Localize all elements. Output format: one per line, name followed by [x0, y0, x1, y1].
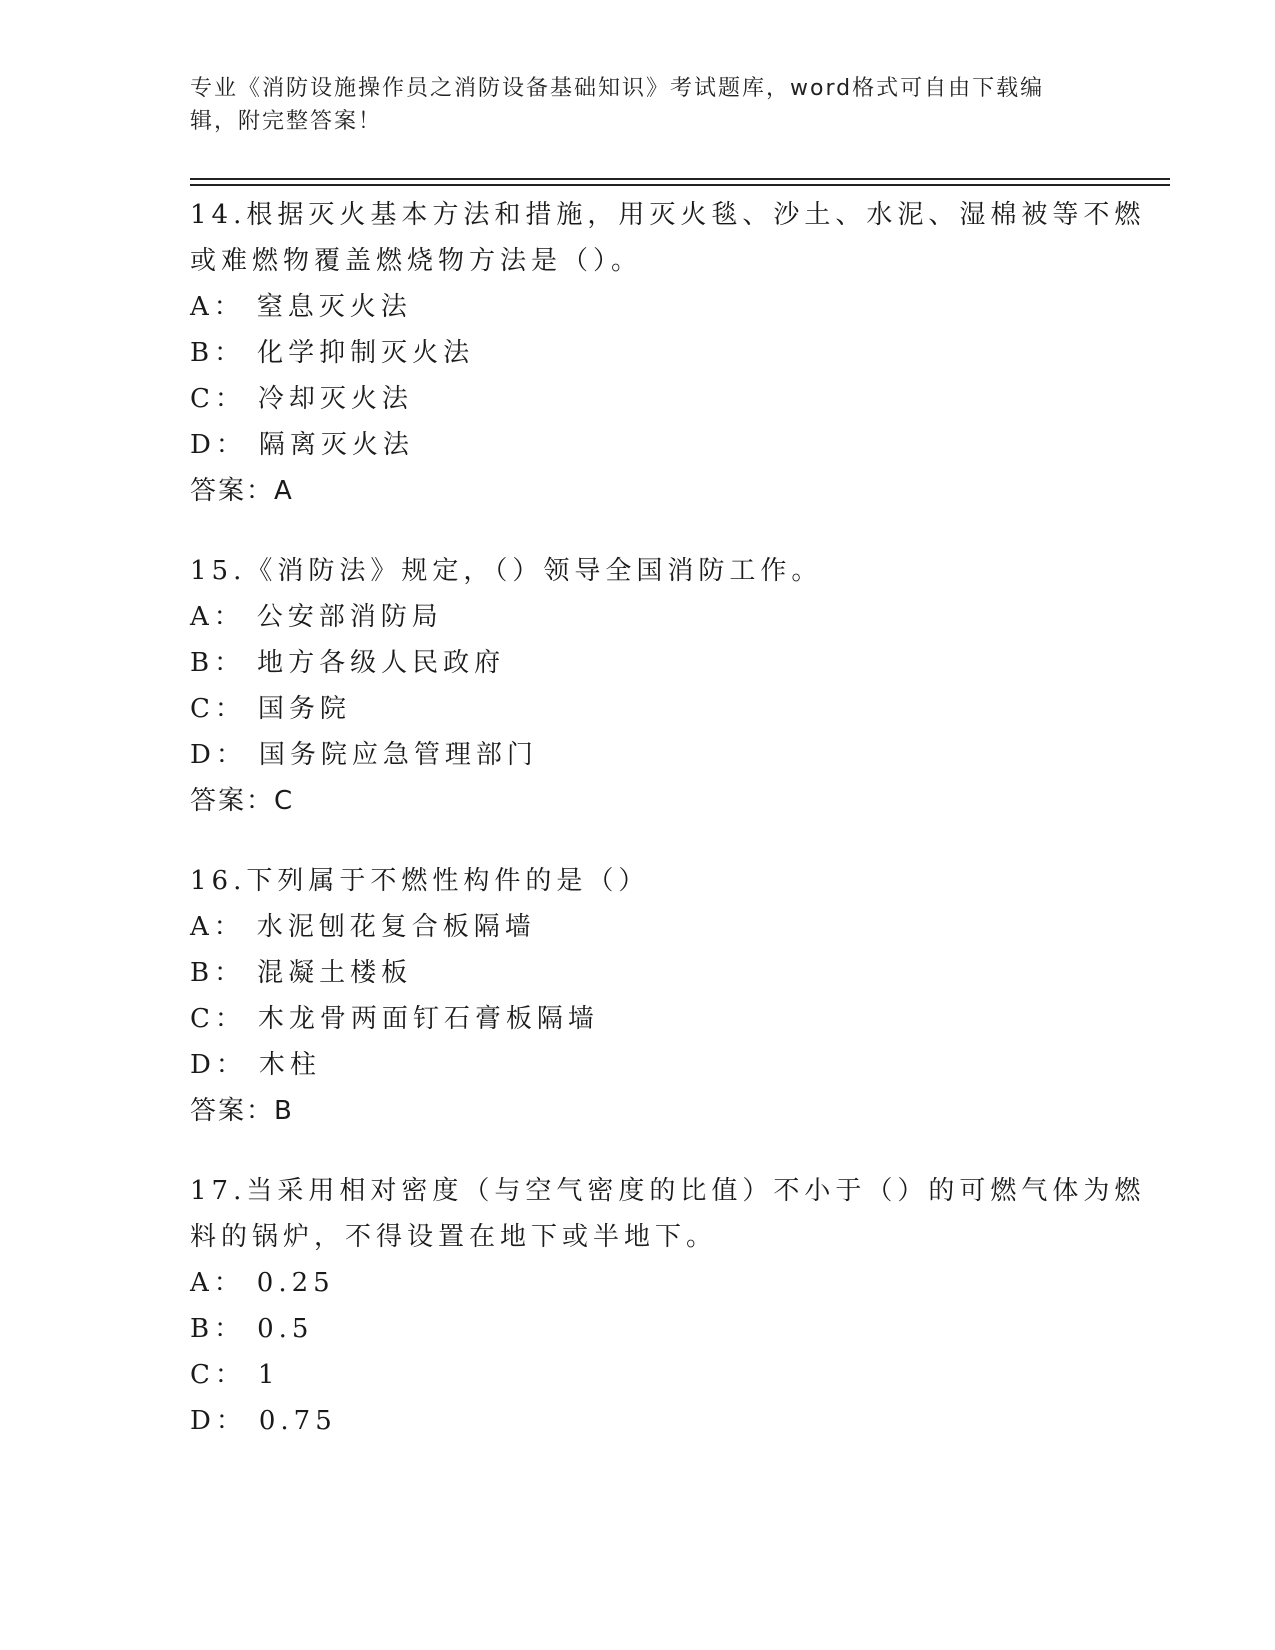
- question-stem-line: 17.当采用相对密度（与空气密度的比值）不小于（）的可燃气体为燃: [190, 1176, 1146, 1206]
- question-16: [190, 858, 1090, 1134]
- option-key: C：: [190, 694, 246, 724]
- answer-text: 答案：A: [190, 476, 294, 506]
- question-17: [190, 1168, 1146, 1444]
- option-key: C：: [190, 1360, 246, 1390]
- option-text: 化学抑制灭火法: [257, 338, 475, 368]
- option-text: 窒息灭火法: [256, 292, 412, 322]
- option-text: 水泥刨花复合板隔墙: [256, 912, 536, 942]
- question-stem-line: 14.根据灭火基本方法和措施，用灭火毯、沙土、水泥、湿棉被等不燃: [190, 200, 1146, 230]
- option-b: [190, 330, 1090, 376]
- question-stem-line: 15.《消防法》规定，（）领导全国消防工作。: [190, 556, 823, 586]
- option-a: [190, 1260, 1090, 1306]
- question-list: [190, 192, 1146, 1478]
- document-header: [190, 72, 1090, 138]
- option-text: 木龙骨两面钉石膏板隔墙: [257, 1004, 599, 1034]
- option-c: [190, 686, 1090, 732]
- option-text: 0.75: [258, 1406, 337, 1436]
- option-a: [190, 904, 1090, 950]
- option-b: [190, 1306, 1090, 1352]
- option-b: [190, 640, 1090, 686]
- option-a: [190, 594, 1090, 640]
- option-text: 冷却灭火法: [257, 384, 413, 414]
- option-text: 1: [257, 1360, 280, 1390]
- option-c: [190, 1352, 1090, 1398]
- option-text: 国务院: [257, 694, 351, 724]
- question-stem-line: 或难燃物覆盖燃烧物方法是（）。: [190, 246, 643, 276]
- question-14: [190, 192, 1146, 514]
- option-key: D：: [190, 1050, 247, 1080]
- option-key: B：: [190, 648, 246, 678]
- option-key: B：: [190, 338, 246, 368]
- option-key: C：: [190, 1004, 246, 1034]
- option-key: B：: [190, 1314, 246, 1344]
- option-key: A：: [190, 1268, 245, 1298]
- answer-text: 答案：B: [190, 1096, 294, 1126]
- header-line-2: 辑，附完整答案！: [190, 109, 383, 134]
- option-text: 公安部消防局: [256, 602, 443, 632]
- option-key: D：: [190, 430, 247, 460]
- option-key: D：: [190, 1406, 247, 1436]
- question-stem-line: 16.下列属于不燃性构件的是（）: [190, 866, 650, 896]
- option-d: [190, 732, 1090, 778]
- option-text: 0.25: [256, 1268, 335, 1298]
- option-text: 0.5: [257, 1314, 314, 1344]
- option-c: [190, 996, 1090, 1042]
- option-text: 国务院应急管理部门: [258, 740, 538, 770]
- header-divider-top: [190, 178, 1170, 180]
- header-divider-bottom: [190, 184, 1170, 186]
- option-text: 隔离灭火法: [258, 430, 414, 460]
- answer-text: 答案：C: [190, 786, 295, 816]
- option-d: [190, 1398, 1090, 1444]
- option-c: [190, 376, 1090, 422]
- option-b: [190, 950, 1090, 996]
- option-key: C：: [190, 384, 246, 414]
- option-key: D：: [190, 740, 247, 770]
- question-15: [190, 548, 1090, 824]
- option-key: A：: [190, 912, 245, 942]
- option-a: [190, 284, 1090, 330]
- option-d: [190, 1042, 1090, 1088]
- header-line-1: 专业《消防设施操作员之消防设备基础知识》考试题库，word格式可自由下载编: [190, 76, 1045, 101]
- option-key: B：: [190, 958, 246, 988]
- option-text: 混凝土楼板: [257, 958, 413, 988]
- option-d: [190, 422, 1090, 468]
- option-text: 木柱: [258, 1050, 321, 1080]
- option-key: A：: [190, 602, 245, 632]
- option-key: A：: [190, 292, 245, 322]
- option-text: 地方各级人民政府: [257, 648, 506, 678]
- question-stem-line: 料的锅炉，不得设置在地下或半地下。: [190, 1222, 718, 1252]
